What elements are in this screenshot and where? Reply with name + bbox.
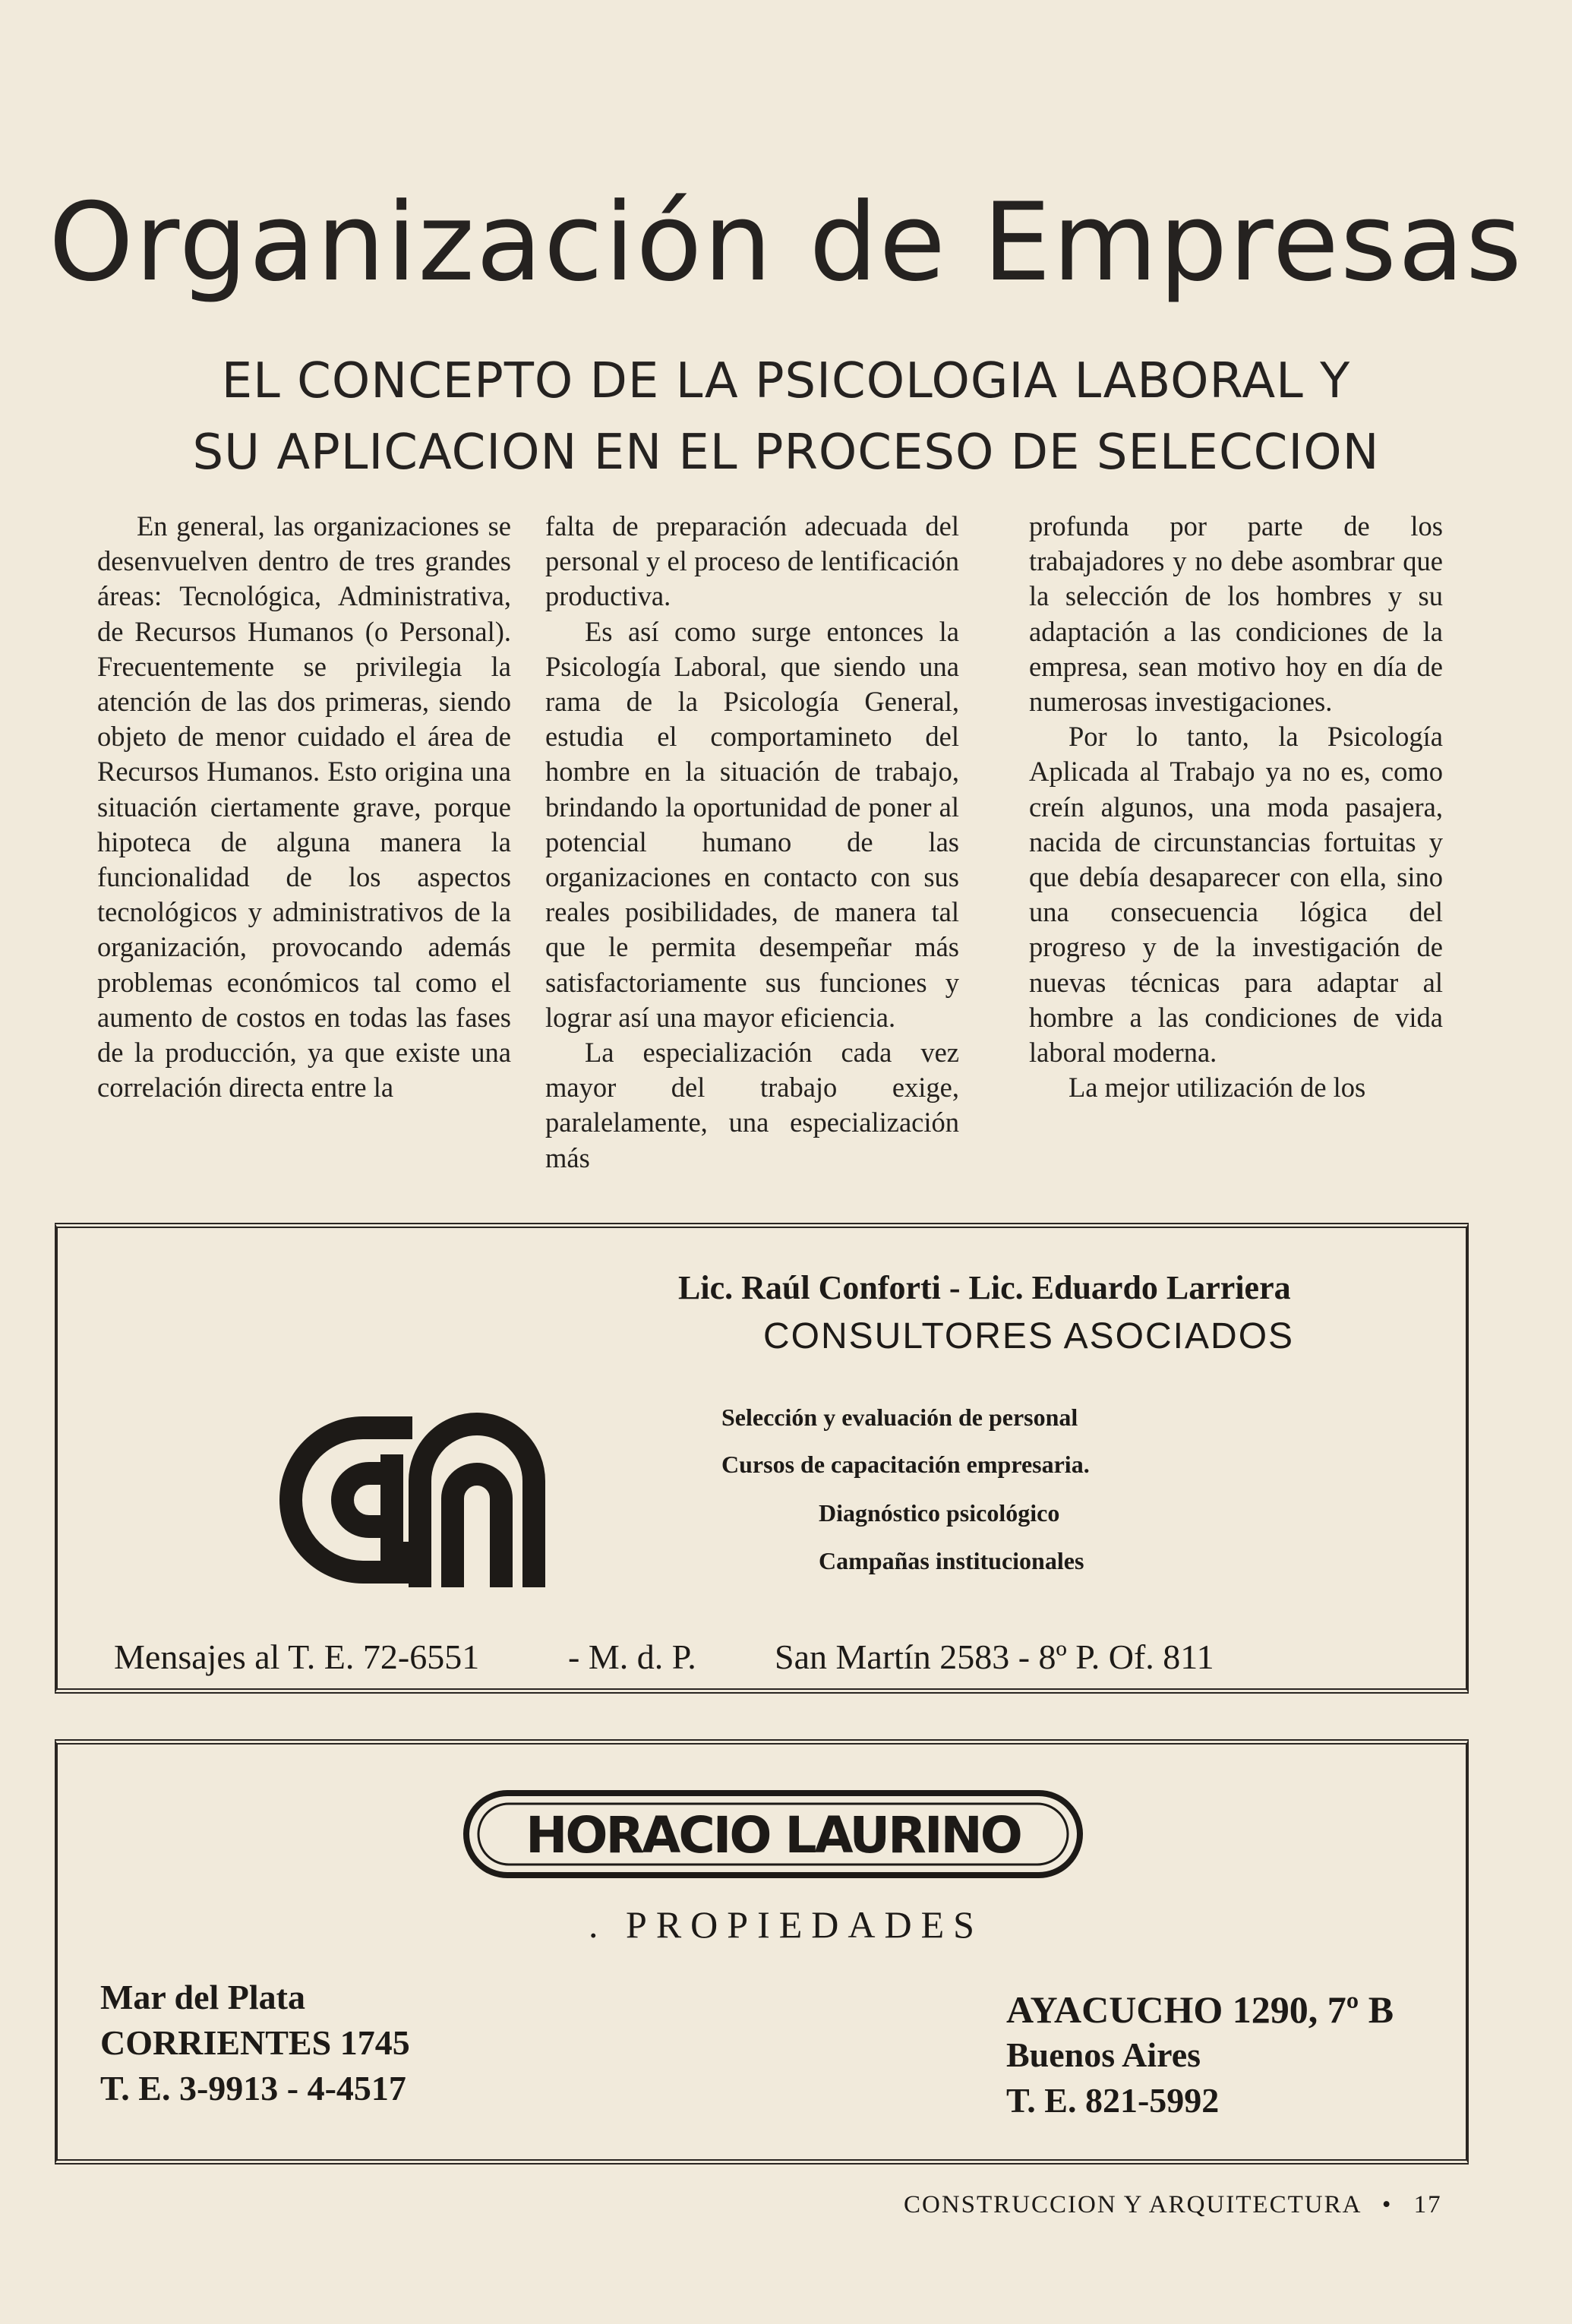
article-column-1 [97, 509, 511, 1105]
ad-service-1: Selección y evaluación de personal [721, 1404, 1078, 1431]
article-column-2 [545, 509, 959, 1176]
right-street: AYACUCHO 1290, 7º B [1006, 1988, 1394, 2031]
ad-laurino-left-address [100, 1975, 410, 2111]
paragraph: falta de preparación adecuada del personal y el proceso de lentificación productiva. [545, 510, 959, 612]
ad-service-4: Campañas institucionales [819, 1547, 1084, 1574]
page-number: 17 [1413, 2191, 1442, 2218]
paragraph: profunda por parte de los trabajadores y no debe asombrar que la selección de los hombres y su adaptación a las condiciones de la empresa, sean motivo hoy en día de numerosas investigaciones. [1029, 510, 1443, 718]
article-subtitle [0, 346, 1572, 488]
ad-phone: Mensajes al T. E. 72-6551 [114, 1637, 480, 1676]
magazine-name: CONSTRUCCION Y ARQUITECTURA [904, 2191, 1361, 2218]
ad-address: San Martín 2583 - 8º P. Of. 811 [775, 1637, 1214, 1676]
paragraph: En general, las organizaciones se desenvuelven dentro de tres grandes áreas: Tecnológica, Administrativa, de Recursos Humanos (o Personal). Frecuentemente se privilegia la atención de las dos primeras, siendo objeto de menor cuidado el área de Recursos Humanos. Esto origina una situación ciertamente grave, porque hipoteca de alguna manera la funcionalidad de los aspectos tecnológicos y administrativos de la organización, provocando además problemas económicos tal como el aumento de costos en todas las fases de la producción, ya que existe una correlación directa entre la [97, 510, 511, 1104]
ad-laurino-tagline: . PROPIEDADES [589, 1903, 983, 1946]
ad-city: - M. d. P. [568, 1637, 696, 1676]
page-title: Organización de Empresas [49, 180, 1523, 305]
ad-service-3: Diagnóstico psicológico [819, 1499, 1060, 1527]
ad-consultores-names: Lic. Raúl Conforti - Lic. Eduardo Larriera [678, 1269, 1291, 1306]
ad-laurino-right-address [1006, 1987, 1394, 2123]
subtitle-line-2: SU APLICACION EN EL PROCESO DE SELECCION [192, 425, 1380, 481]
left-phone: T. E. 3-9913 - 4-4517 [100, 2069, 406, 2108]
laurino-brand-text: HORACIO LAURINO [526, 1806, 1021, 1865]
footer-bullet: • [1381, 2191, 1393, 2218]
article-column-3 [1029, 509, 1443, 1105]
left-street: CORRIENTES 1745 [100, 2023, 410, 2062]
cla-logo-icon [279, 1409, 545, 1591]
page-footer [904, 2191, 1442, 2219]
paragraph: La mejor utilización de los [1069, 1072, 1366, 1104]
paragraph: La especialización cada vez mayor del trabajo exige, paralelamente, una especialización más [545, 1037, 959, 1173]
right-city: Buenos Aires [1006, 2035, 1201, 2074]
ad-service-2: Cursos de capacitación empresaria. [721, 1451, 1090, 1478]
horacio-laurino-logo-icon [462, 1789, 1084, 1880]
ad-consultores-firm: CONSULTORES ASOCIADOS [763, 1316, 1295, 1356]
paragraph: Es así como surge entonces la Psicología Laboral, que siendo una rama de la Psicología General, estudia el comportamineto del hombre en la situación de trabajo, brindando la oportunidad de poner al potencial humano de las organizaciones en contacto con sus reales posibilidades, de manera tal que le permita desempeñar más satisfactoriamente sus funciones y lograr así una mayor eficiencia. [545, 615, 959, 1033]
paragraph: Por lo tanto, la Psicología Aplicada al Trabajo ya no es, como creín algunos, una moda pasajera, nacida de circunstancias fortuitas y que debía desaparecer con ella, sino una consecuencia lógica del progreso y de la investigación de nuevas técnicas para adaptar al hombre a las condiciones de vida laboral moderna. [1029, 721, 1443, 1069]
right-phone: T. E. 821-5992 [1006, 2081, 1220, 2120]
left-city: Mar del Plata [100, 1978, 305, 2016]
subtitle-line-1: EL CONCEPTO DE LA PSICOLOGIA LABORAL Y [221, 353, 1351, 409]
